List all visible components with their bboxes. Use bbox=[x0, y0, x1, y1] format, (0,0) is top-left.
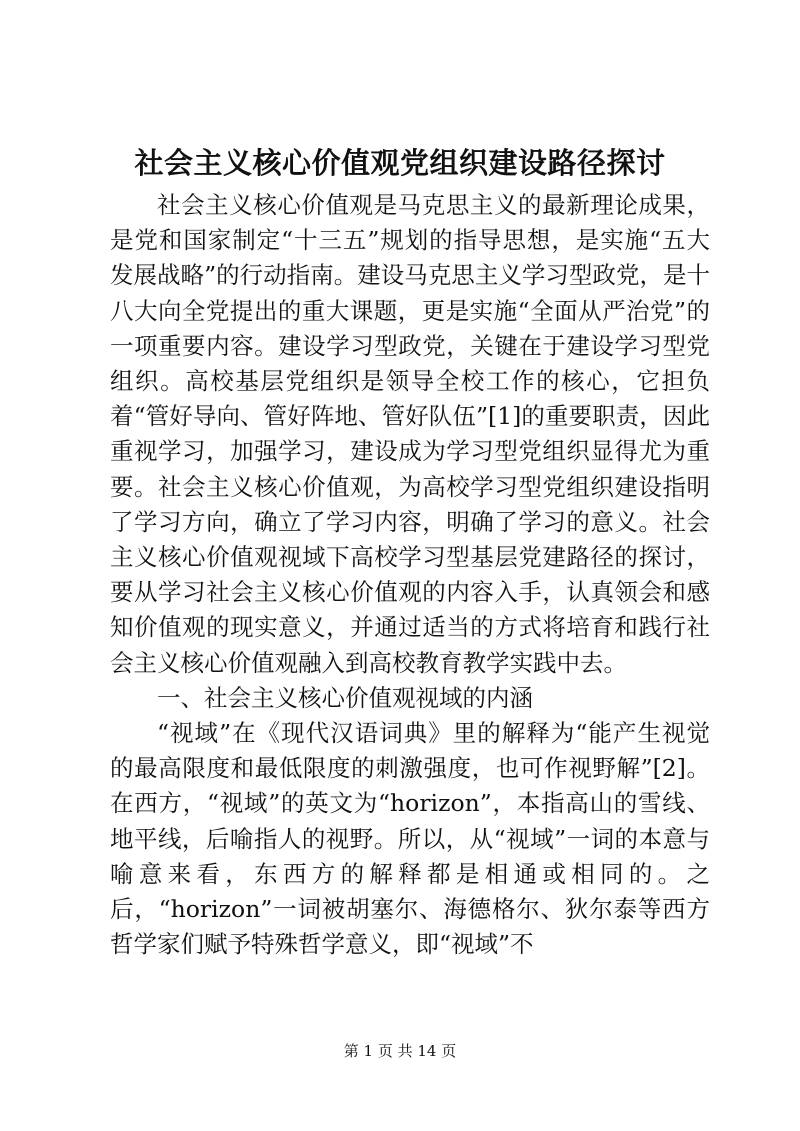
section-heading: 一、社会主义核心价值观视域的内涵 bbox=[157, 683, 533, 712]
document-title: 社会主义核心价值观党组织建设路径探讨 bbox=[134, 146, 666, 180]
paragraph-intro: 社会主义核心价值观是马克思主义的最新理论成果，是党和国家制定“十三五”规划的指导思想，是实施“五大发展战略”的行动指南。建设马克思主义学习型政党，是十八大向全党提出的重大课题，更是实施“全面从严治党”的一项重要内容。建设学习型政党，关键在于建设学习型党组织。高校基层党组织是领导全校工作的核心，它担负着“管好导向、管好阵地、管好队伍”[1]的重要职责，因此重视学习，加强学习，建设成为学习型党组织显得尤为重要。社会主义核心价值观，为高校学习型党组织建设指明了学习方向，确立了学习内容，明确了学习的意义。社会主义核心价值观视域下高校学习型基层党建路径的探讨，要从学习社会主义核心价值观的内容入手，认真领会和感知价值观的现实意义，并通过适当的方式将培育和践行社会主义核心价值观融入到高校教育教学实践中去。 bbox=[110, 191, 710, 677]
paragraph-horizon: “视域”在《现代汉语词典》里的解释为“能产生视觉的最高限度和最低限度的刺激强度，也可作视野解”[2]。在西方，“视域”的英文为“horizon”，本指高山的雪线、地平线，后喻指人的视野。所以，从“视域”一词的本意与喻意来看，东西方的解释都是相通或相同的。之后，“horizon”一词被胡塞尔、海德格尔、狄尔泰等西方哲学家们赋予特殊哲学意义，即“视域”不 bbox=[110, 719, 710, 959]
document-body bbox=[110, 188, 710, 962]
page-footer: 第 1 页 共 14 页 bbox=[343, 1042, 457, 1060]
